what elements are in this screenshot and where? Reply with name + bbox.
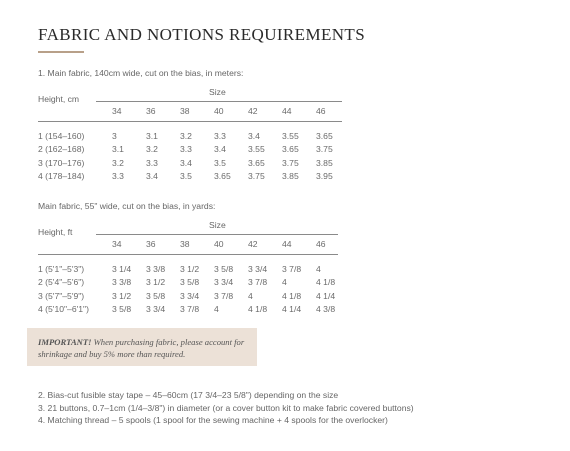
table-cell: 3 3/4 xyxy=(214,277,234,288)
notions-list xyxy=(38,389,414,427)
table-cell: 3.5 xyxy=(214,157,226,168)
size-header-cell: 36 xyxy=(146,106,156,116)
size-header-cell: 34 xyxy=(112,239,122,249)
table-cell: 4 3/8 xyxy=(316,303,336,314)
size-header-cell: 38 xyxy=(180,106,190,116)
table-cell: 4 1/8 xyxy=(282,290,302,301)
important-label: IMPORTANT! xyxy=(38,337,92,347)
table1-intro: 1. Main fabric, 140cm wide, cut on the bias, in meters: xyxy=(38,68,244,78)
table-cell: 3.3 xyxy=(146,157,158,168)
table-cell: 3.55 xyxy=(282,131,299,141)
table-cell: 3 5/8 xyxy=(214,264,234,274)
table-cell: 3.3 xyxy=(214,131,226,141)
table-cell: 3.4 xyxy=(248,131,260,141)
table-cell: 3.2 xyxy=(180,131,192,141)
table-cell: 4 1/4 xyxy=(316,290,336,301)
table-cell: 3 1/4 xyxy=(112,264,132,274)
size-header-cell: 34 xyxy=(112,106,122,116)
table-cell: 3 5/8 xyxy=(180,277,200,288)
table-cell: 3.85 xyxy=(282,170,299,181)
size-header-cell: 44 xyxy=(282,106,292,116)
size-header-cell: 44 xyxy=(282,239,292,249)
table-cell: 3.75 xyxy=(248,170,265,181)
table-cell: 3.85 xyxy=(316,157,333,168)
row-label: 4 (178–184) xyxy=(38,170,85,181)
table-cell: 3.75 xyxy=(316,144,333,155)
row-label: 2 (5'4"–5'6") xyxy=(38,277,85,288)
row-label: 1 (154–160) xyxy=(38,131,85,141)
title-underline xyxy=(38,51,84,53)
table-cell: 4 1/8 xyxy=(316,277,336,288)
table-cell: 4 1/8 xyxy=(248,303,268,314)
table1-header-rule xyxy=(38,121,342,122)
table-cell: 3.3 xyxy=(180,144,192,155)
row-label: 3 (5'7"–5'9") xyxy=(38,290,85,301)
table-cell: 3.65 xyxy=(282,144,299,155)
row-label: 3 (170–176) xyxy=(38,157,85,168)
size-header-cell: 40 xyxy=(214,239,224,249)
table-cell: 3 1/2 xyxy=(180,264,200,274)
table-cell: 3 7/8 xyxy=(214,290,234,301)
size-header-cell: 40 xyxy=(214,106,224,116)
table-cell: 3.2 xyxy=(146,144,158,155)
table-cell: 3.65 xyxy=(214,170,231,181)
table1-size-rule xyxy=(96,101,342,102)
table1-row-header: Height, cm xyxy=(38,94,80,104)
row-label: 2 (162–168) xyxy=(38,144,85,155)
table-cell: 3.95 xyxy=(316,170,333,181)
table2-row-header: Height, ft xyxy=(38,227,73,237)
table-cell: 3.75 xyxy=(282,157,299,168)
size-header-cell: 46 xyxy=(316,106,326,116)
table-cell: 3 7/8 xyxy=(180,303,200,314)
table-cell: 4 xyxy=(248,290,253,301)
notions-item: 4. Matching thread – 5 spools (1 spool for the sewing machine + 4 spools for the overlocker) xyxy=(38,415,388,425)
notions-item: 3. 21 buttons, 0.7–1cm (1/4–3/8") in diameter (or a cover button kit to make fabric covered buttons) xyxy=(38,402,414,413)
table-cell: 3 1/2 xyxy=(146,277,166,288)
size-header-cell: 42 xyxy=(248,239,258,249)
table2-size-header: Size xyxy=(209,220,226,230)
table-cell: 3 3/4 xyxy=(146,303,166,314)
table-cell: 3 7/8 xyxy=(248,277,268,288)
table-cell: 3.2 xyxy=(112,157,124,168)
size-header-cell: 42 xyxy=(248,106,258,116)
table-cell: 3.4 xyxy=(214,144,226,155)
table2-header-rule xyxy=(38,254,338,255)
table-cell: 3.65 xyxy=(248,157,265,168)
table-cell: 3 5/8 xyxy=(112,303,132,314)
page-title: FABRIC AND NOTIONS REQUIREMENTS xyxy=(38,25,366,44)
table-cell: 3.3 xyxy=(112,170,124,181)
table1-size-header: Size xyxy=(209,87,226,97)
size-header-cell: 46 xyxy=(316,239,326,249)
row-label: 4 (5'10"–6'1") xyxy=(38,303,89,314)
table-cell: 3.1 xyxy=(112,144,124,155)
table-cell: 3 xyxy=(112,131,117,141)
important-note xyxy=(27,328,257,366)
table-cell: 3 7/8 xyxy=(282,264,302,274)
size-header-cell: 36 xyxy=(146,239,156,249)
table-cell: 4 1/4 xyxy=(282,303,302,314)
table-cell: 3.55 xyxy=(248,144,265,155)
table-cell: 3 3/4 xyxy=(180,290,200,301)
table-cell: 3 3/4 xyxy=(248,264,268,274)
table-cell: 4 xyxy=(214,303,219,314)
table-cell: 3 3/8 xyxy=(146,264,166,274)
important-note-text xyxy=(38,336,253,360)
table2-intro: Main fabric, 55" wide, cut on the bias, in yards: xyxy=(38,201,216,211)
important-body: When purchasing fabric, please account for shrinkage and buy 5% more than required. xyxy=(38,337,245,359)
table-cell: 3.4 xyxy=(180,157,192,168)
table-cell: 4 xyxy=(316,264,321,274)
notions-item: 2. Bias-cut fusible stay tape – 45–60cm (17 3/4–23 5/8") depending on the size xyxy=(38,390,339,400)
table-cell: 3.65 xyxy=(316,131,333,141)
table-cell: 3 5/8 xyxy=(146,290,166,301)
size-header-cell: 38 xyxy=(180,239,190,249)
table2-size-rule xyxy=(96,234,338,235)
table-cell: 3.1 xyxy=(146,131,158,141)
table-cell: 3 1/2 xyxy=(112,290,132,301)
table-cell: 4 xyxy=(282,277,287,288)
table-cell: 3.5 xyxy=(180,170,192,181)
table-cell: 3.4 xyxy=(146,170,158,181)
row-label: 1 (5'1"–5'3") xyxy=(38,264,85,274)
table-cell: 3 3/8 xyxy=(112,277,132,288)
